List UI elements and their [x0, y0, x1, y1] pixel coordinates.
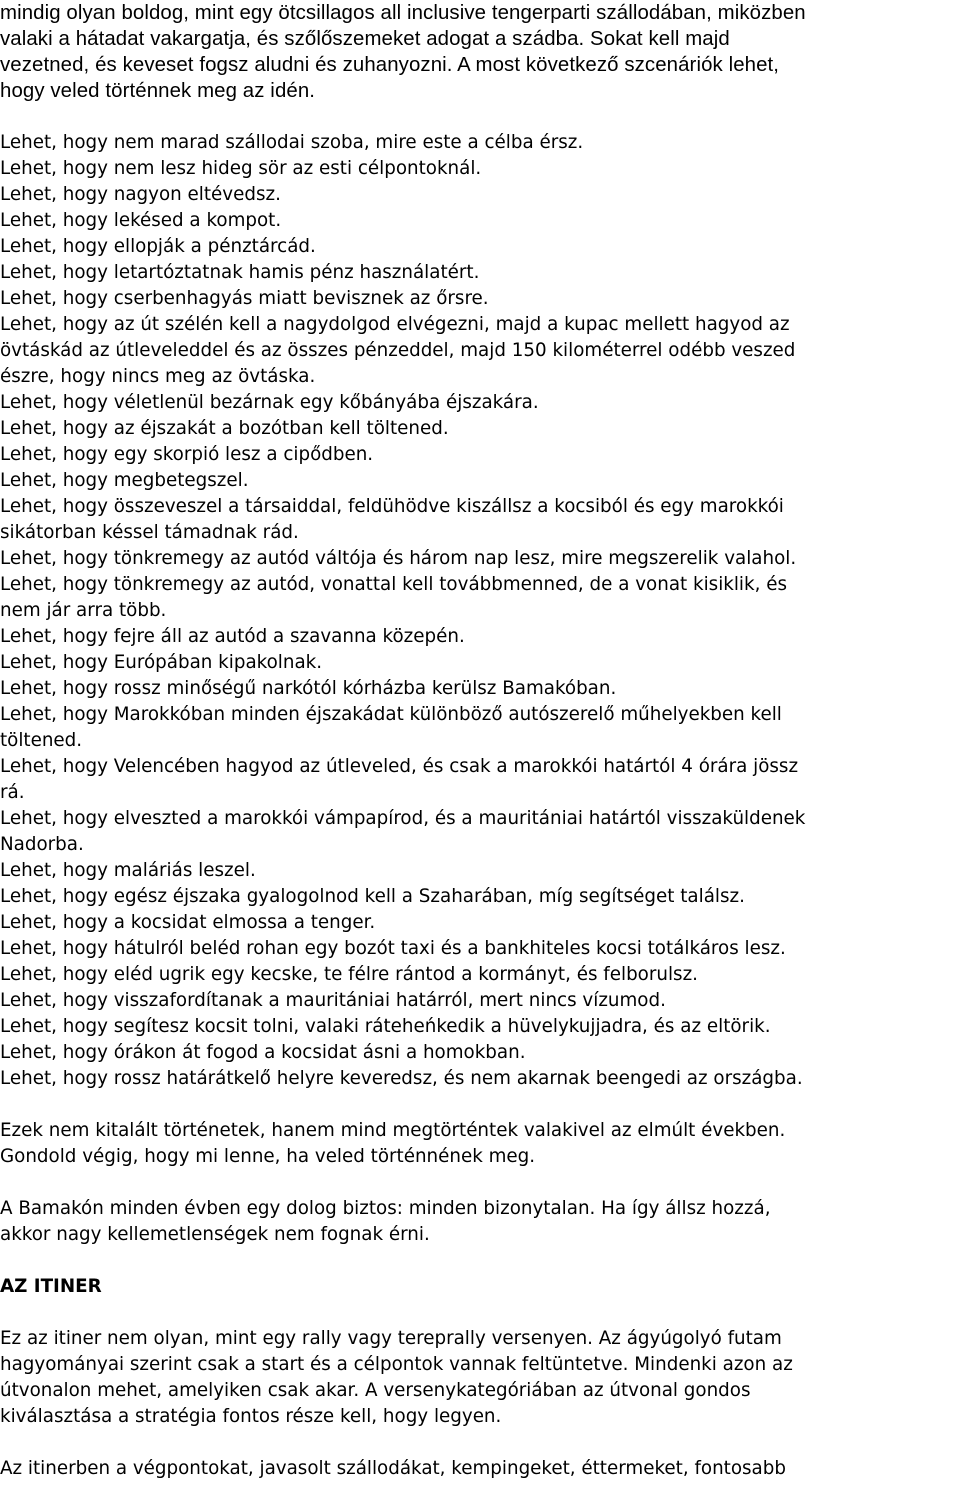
- scenario-item: Lehet, hogy segítesz kocsit tolni, valaki ráteheńkedik a hüvelykujjadra, és az eltörik.: [0, 1016, 771, 1037]
- paragraph-last: Az itinerben a végpontokat, javasolt szállodákat, kempingeket, éttermeket, fontosabb: [0, 1458, 786, 1479]
- scenario-item: Lehet, hogy visszafordítanak a mauritániai határról, mert nincs vízumod.: [0, 990, 666, 1011]
- paragraph-stories: Ezek nem kitalált történetek, hanem mind megtörténtek valakivel az elmúlt években. Gondold végig, hogy mi lenne, ha veled történnének meg.: [0, 1120, 786, 1167]
- scenario-item: Lehet, hogy maláriás leszel.: [0, 860, 256, 881]
- scenario-item: Lehet, hogy nem lesz hideg sör az esti célpontoknál.: [0, 158, 482, 179]
- paragraph-itiner: Ez az itiner nem olyan, mint egy rally vagy tereprally versenyen. Az ágyúgolyó futam hagyományai szerint csak a start és a célpontok vannak feltüntetve. Mindenki azon az útvonalon mehet, amelyiken csak akar. A versenykategóriában az útvonal gondos kiválasztása a stratégia fontos része kell, hogy legyen.: [0, 1328, 793, 1427]
- scenario-item: Lehet, hogy nagyon eltévedsz.: [0, 184, 281, 205]
- scenario-item: Lehet, hogy egész éjszaka gyalogolnod kell a Szaharában, míg segítséget találsz.: [0, 886, 745, 907]
- scenario-item: Lehet, hogy elveszted a marokkói vámpapírod, és a mauritániai határtól visszaküldenek Nadorba.: [0, 808, 806, 855]
- section-heading: AZ ITINER: [0, 1276, 102, 1297]
- scenario-list: [0, 130, 958, 1092]
- scenario-item: Lehet, hogy letartóztatnak hamis pénz használatért.: [0, 262, 480, 283]
- scenario-item: Lehet, hogy rossz minőségű narkótól kórházba kerülsz Bamakóban.: [0, 678, 617, 699]
- scenario-item: Lehet, hogy hátulról beléd rohan egy bozót taxi és a bankhiteles kocsi totálkáros lesz.: [0, 938, 786, 959]
- intro-line: valaki a hátadat vakargatja, és szőlőszemeket adogat a szádba. Sokat kell majd: [0, 28, 730, 50]
- intro-line: hogy veled történnek meg az idén.: [0, 80, 316, 102]
- intro-paragraph: [0, 0, 958, 104]
- scenario-item: Lehet, hogy a kocsidat elmossa a tenger.: [0, 912, 376, 933]
- scenario-item: Lehet, hogy összeveszel a társaiddal, feldühödve kiszállsz a kocsiból és egy marokkói sikátorban késsel támadnak rád.: [0, 496, 784, 543]
- scenario-item: Lehet, hogy nem marad szállodai szoba, mire este a célba érsz.: [0, 132, 584, 153]
- scenario-item: Lehet, hogy tönkremegy az autód, vonattal kell továbbmenned, de a vonat kisiklik, és nem jár arra több.: [0, 574, 787, 621]
- scenario-item: Lehet, hogy Európában kipakolnak.: [0, 652, 323, 673]
- spacer: [0, 1248, 958, 1274]
- scenario-item: Lehet, hogy cserbenhagyás miatt bevisznek az őrsre.: [0, 288, 489, 309]
- scenario-item: Lehet, hogy tönkremegy az autód váltója és három nap lesz, mire megszerelik valahol.: [0, 548, 797, 569]
- spacer: [0, 1170, 958, 1196]
- spacer: [0, 1300, 958, 1326]
- scenario-item: Lehet, hogy véletlenül bezárnak egy kőbányába éjszakára.: [0, 392, 539, 413]
- scenario-item: Lehet, hogy egy skorpió lesz a cipődben.: [0, 444, 374, 465]
- intro-line: mindig olyan boldog, mint egy ötcsillagos all inclusive tengerparti szállodában, miközben: [0, 2, 806, 24]
- scenario-item: Lehet, hogy fejre áll az autód a szavanna közepén.: [0, 626, 465, 647]
- intro-line: vezetned, és keveset fogsz aludni és zuhanyozni. A most következő szcenáriók lehet,: [0, 54, 780, 76]
- scenario-item: Lehet, hogy Marokkóban minden éjszakádat különböző autószerelő műhelyekben kell töltened.: [0, 704, 782, 751]
- spacer: [0, 1092, 958, 1118]
- spacer: [0, 1430, 958, 1456]
- scenario-item: Lehet, hogy lekésed a kompot.: [0, 210, 282, 231]
- scenario-item: Lehet, hogy az éjszakát a bozótban kell töltened.: [0, 418, 449, 439]
- paragraph-bamako: A Bamakón minden évben egy dolog biztos: minden bizonytalan. Ha így állsz hozzá, akkor nagy kellemetlenségek nem fognak érni.: [0, 1198, 771, 1245]
- scenario-item: Lehet, hogy ellopják a pénztárcád.: [0, 236, 316, 257]
- scenario-item: Lehet, hogy megbetegszel.: [0, 470, 249, 491]
- scenario-item: Lehet, hogy rossz határátkelő helyre keveredsz, és nem akarnak beengedi az országba.: [0, 1068, 803, 1089]
- spacer: [0, 104, 958, 130]
- scenario-item: Lehet, hogy órákon át fogod a kocsidat ásni a homokban.: [0, 1042, 526, 1063]
- scenario-item: Lehet, hogy Velencében hagyod az útleveled, és csak a marokkói határtól 4 órára jössz rá.: [0, 756, 799, 803]
- scenario-item: Lehet, hogy eléd ugrik egy kecske, te félre rántod a kormányt, és felborulsz.: [0, 964, 698, 985]
- scenario-item: Lehet, hogy az út szélén kell a nagydolgod elvégezni, majd a kupac mellett hagyod az övtáskád az útleveleddel és az összes pénzeddel, majd 150 kilométerrel odébb veszed észre, hogy nincs meg az övtáska.: [0, 314, 796, 387]
